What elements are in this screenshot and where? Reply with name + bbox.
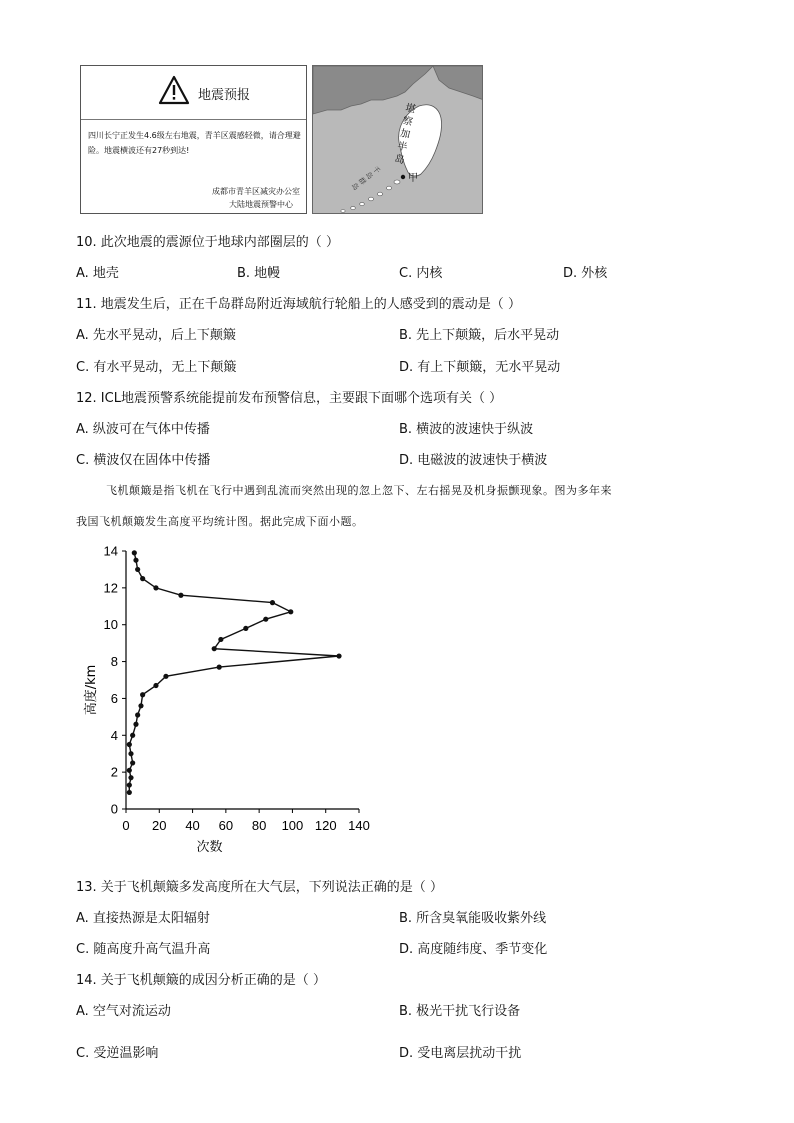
y-tick-label: 0: [110, 801, 118, 817]
y-tick-label: 10: [103, 617, 118, 633]
y-tick-label: 4: [110, 727, 118, 743]
data-point: [212, 646, 217, 651]
q14-option-c: C. 受逆温影响: [76, 1046, 159, 1061]
notice-divider: [81, 119, 306, 120]
q12-option-c: C. 横波仅在固体中传播: [76, 453, 211, 468]
data-point: [218, 637, 223, 642]
data-point: [153, 683, 158, 688]
point-jia-label: 甲: [408, 173, 418, 184]
notice-title: 地震预报: [198, 88, 251, 103]
q10-option-b: B. 地幔: [237, 266, 281, 281]
islands-label: 千岛群岛: [349, 164, 382, 193]
x-tick-label: 140: [348, 818, 370, 833]
q13-stem: 13. 关于飞机颠簸多发高度所在大气层，下列说法正确的是（ ）: [76, 880, 443, 895]
q11-option-c: C. 有水平晃动，无上下颠簸: [76, 360, 237, 375]
q11-option-d: D. 有上下颠簸，无水平晃动: [399, 360, 561, 375]
data-point: [135, 567, 140, 572]
y-tick-label: 2: [110, 764, 118, 780]
data-point: [243, 626, 248, 631]
data-point: [178, 593, 183, 598]
data-point: [288, 609, 293, 614]
x-tick-label: 100: [281, 818, 304, 833]
q13-option-d: D. 高度随纬度、季节变化: [399, 942, 548, 957]
q12-option-d: D. 电磁波的波速快于横波: [399, 453, 548, 468]
data-point: [130, 733, 135, 738]
q13-option-a: A. 直接热源是太阳辐射: [76, 911, 210, 926]
data-point: [127, 768, 132, 773]
x-tick-label: 40: [185, 818, 200, 833]
q11-stem: 11. 地震发生后，正在千岛群岛附近海域航行轮船上的人感受到的震动是（ ）: [76, 297, 521, 312]
turbulence-height-chart: [76, 540, 376, 860]
data-point: [127, 742, 132, 747]
data-point: [135, 712, 140, 717]
y-tick-label: 14: [103, 543, 118, 559]
data-point: [138, 703, 143, 708]
data-point: [133, 558, 138, 563]
data-point: [263, 617, 268, 622]
x-tick-label: 0: [122, 818, 130, 833]
notice-source-1: 成都市青羊区减灾办公室: [212, 187, 300, 196]
q10-option-c: C. 内核: [399, 266, 443, 281]
x-tick-label: 20: [152, 818, 167, 833]
q13-option-c: C. 随高度升高气温升高: [76, 942, 211, 957]
y-tick-label: 6: [110, 690, 118, 706]
data-point: [133, 722, 138, 727]
q11-option-a: A. 先水平晃动，后上下颠簸: [76, 328, 236, 343]
q10-option-d: D. 外核: [563, 266, 608, 281]
data-point: [270, 600, 275, 605]
q10-stem: 10. 此次地震的震源位于地球内部圈层的（ ）: [76, 235, 339, 250]
data-point: [128, 751, 133, 756]
data-point: [217, 665, 222, 670]
data-point: [140, 576, 145, 581]
notice-source-2: 大陆地震预警中心: [229, 200, 293, 209]
warning-icon: [158, 75, 190, 105]
q14-option-d: D. 受电离层扰动干扰: [399, 1046, 522, 1061]
kamchatka-map: [312, 65, 483, 214]
peninsula-label: 堪察加半岛: [393, 102, 417, 167]
notice-body: 四川长宁正发生4.6级左右地震，青羊区震感轻微，请合理避险。地震横波还有27秒到达!: [88, 131, 301, 155]
q12-stem: 12. ICL地震预警系统能提前发布预警信息，主要跟下面哪个选项有关（ ）: [76, 391, 503, 406]
data-point: [127, 782, 132, 787]
y-tick-label: 12: [103, 580, 118, 596]
data-point: [130, 760, 135, 765]
x-tick-label: 120: [314, 818, 337, 833]
q14-option-b: B. 极光干扰飞行设备: [399, 1004, 521, 1019]
passage-line-1: 飞机颠簸是指飞机在飞行中遇到乱流而突然出现的忽上忽下、左右摇晃及机身振颤现象。图为多年来: [106, 484, 612, 497]
data-point: [127, 790, 132, 795]
series-line: [129, 553, 339, 793]
q12-option-a: A. 纵波可在气体中传播: [76, 422, 210, 437]
data-point: [153, 585, 158, 590]
q10-option-a: A. 地壳: [76, 266, 119, 281]
data-point: [128, 775, 133, 780]
q11-option-b: B. 先上下颠簸，后水平晃动: [399, 328, 560, 343]
earthquake-warning-notice: [80, 65, 307, 214]
q14-option-a: A. 空气对流运动: [76, 1004, 171, 1019]
x-axis-title: 次数: [196, 840, 223, 855]
data-point: [132, 550, 137, 555]
data-point: [140, 692, 145, 697]
y-tick-label: 8: [110, 654, 118, 670]
data-point: [336, 653, 341, 658]
q14-stem: 14. 关于飞机颠簸的成因分析正确的是（ ）: [76, 973, 326, 988]
q13-option-b: B. 所含臭氧能吸收紫外线: [399, 911, 547, 926]
point-jia-marker: [401, 175, 405, 179]
x-tick-label: 80: [251, 818, 267, 833]
passage-line-2: 我国飞机颠簸发生高度平均统计图。据此完成下面小题。: [76, 515, 364, 528]
q12-option-b: B. 横波的波速快于纵波: [399, 422, 534, 437]
x-tick-label: 60: [218, 818, 234, 833]
data-point: [163, 674, 168, 679]
y-axis-title: 高度/km: [84, 664, 99, 716]
